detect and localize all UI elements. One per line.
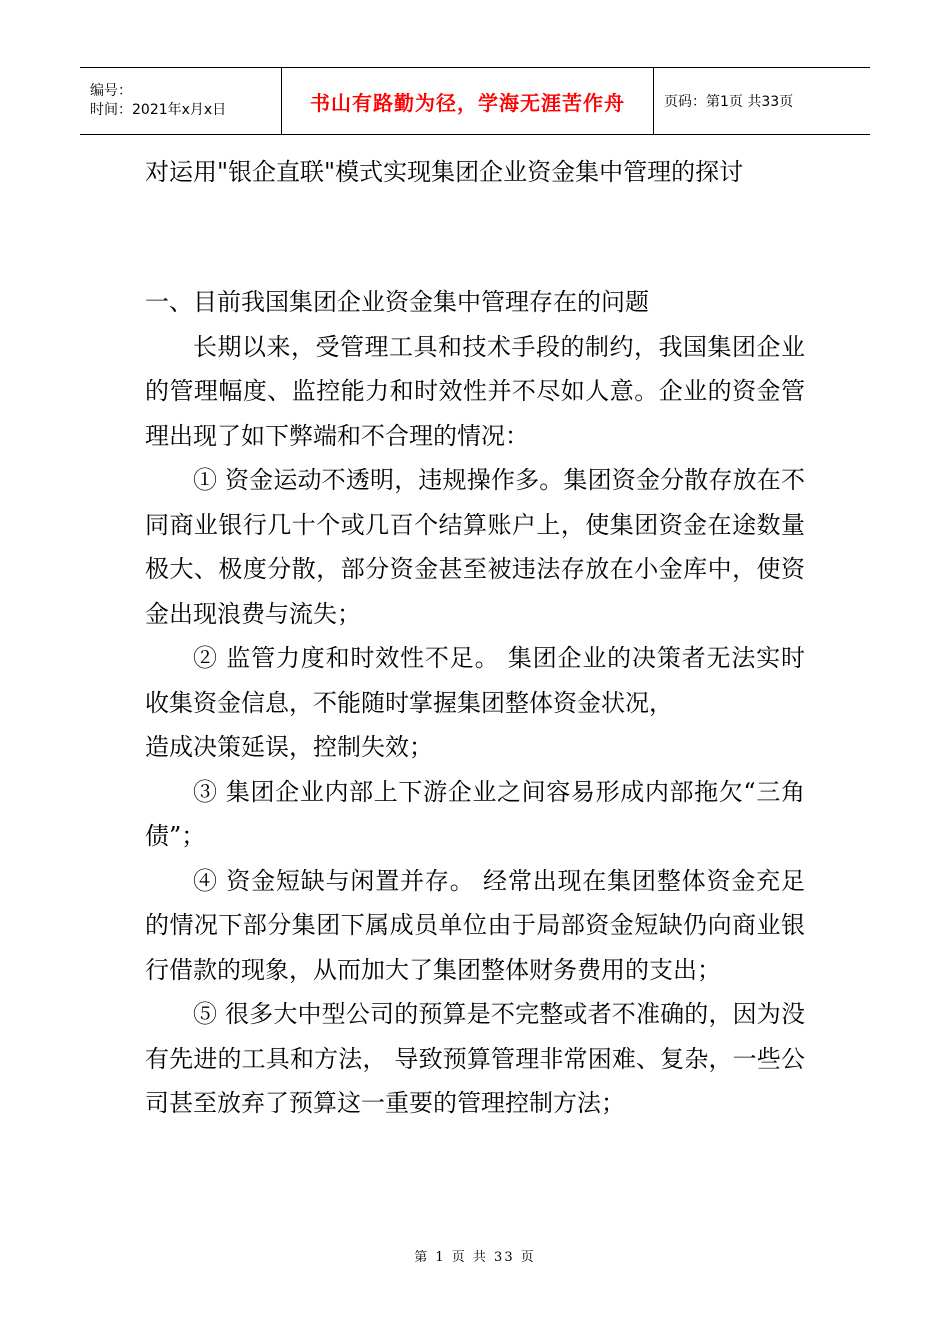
document-number-label: 编号： [90,83,132,99]
page-footer: 第 1 页 共 33 页 [414,1250,536,1265]
header-page-info: 页码：第1页 共33页 [664,94,794,110]
list-item-continuation: 造成决策延误，控制失效； [145,733,433,761]
document-time-label: 时间：2021年x月x日 [90,102,227,118]
list-item: ③ 集团企业内部上下游企业之间容易形成内部拖欠“三角债”； [145,777,805,850]
list-item: ② 监管力度和时效性不足。 集团企业的决策者无法实时收集资金信息，不能随时掌握集团整体资金状况， [145,644,805,717]
list-item: ④ 资金短缺与闲置并存。 经常出现在集团整体资金充足的情况下部分集团下属成员单位由于局部资金短缺仍向商业银行借款的现象，从而加大了集团整体财务费用的支出； [145,866,805,984]
page-header [80,67,870,135]
section-heading: 一、目前我国集团企业资金集中管理存在的问题 [145,288,649,316]
list-item: ⑤ 很多大中型公司的预算是不完整或者不准确的，因为没有先进的工具和方法， 导致预算管理非常困难、复杂，一些公司甚至放弃了预算这一重要的管理控制方法； [145,1000,805,1117]
header-motto: 书山有路勤为径，学海无涯苦作舟 [310,90,625,115]
intro-paragraph: 长期以来，受管理工具和技术手段的制约，我国集团企业的管理幅度、监控能力和时效性并不尽如人意。企业的资金管理出现了如下弊端和不合理的情况： [145,332,805,450]
list-item: ① 资金运动不透明，违规操作多。集团资金分散存放在不同商业银行几十个或几百个结算账户上，使集团资金在途数量极大、极度分散，部分资金甚至被违法存放在小金库中，使资金出现浪费与流失； [145,466,805,628]
header-motto-cell [282,68,654,134]
header-meta [80,68,282,134]
document-title: 对运用"银企直联"模式实现集团企业资金集中管理的探讨 [145,158,744,186]
document-body [145,280,805,1126]
